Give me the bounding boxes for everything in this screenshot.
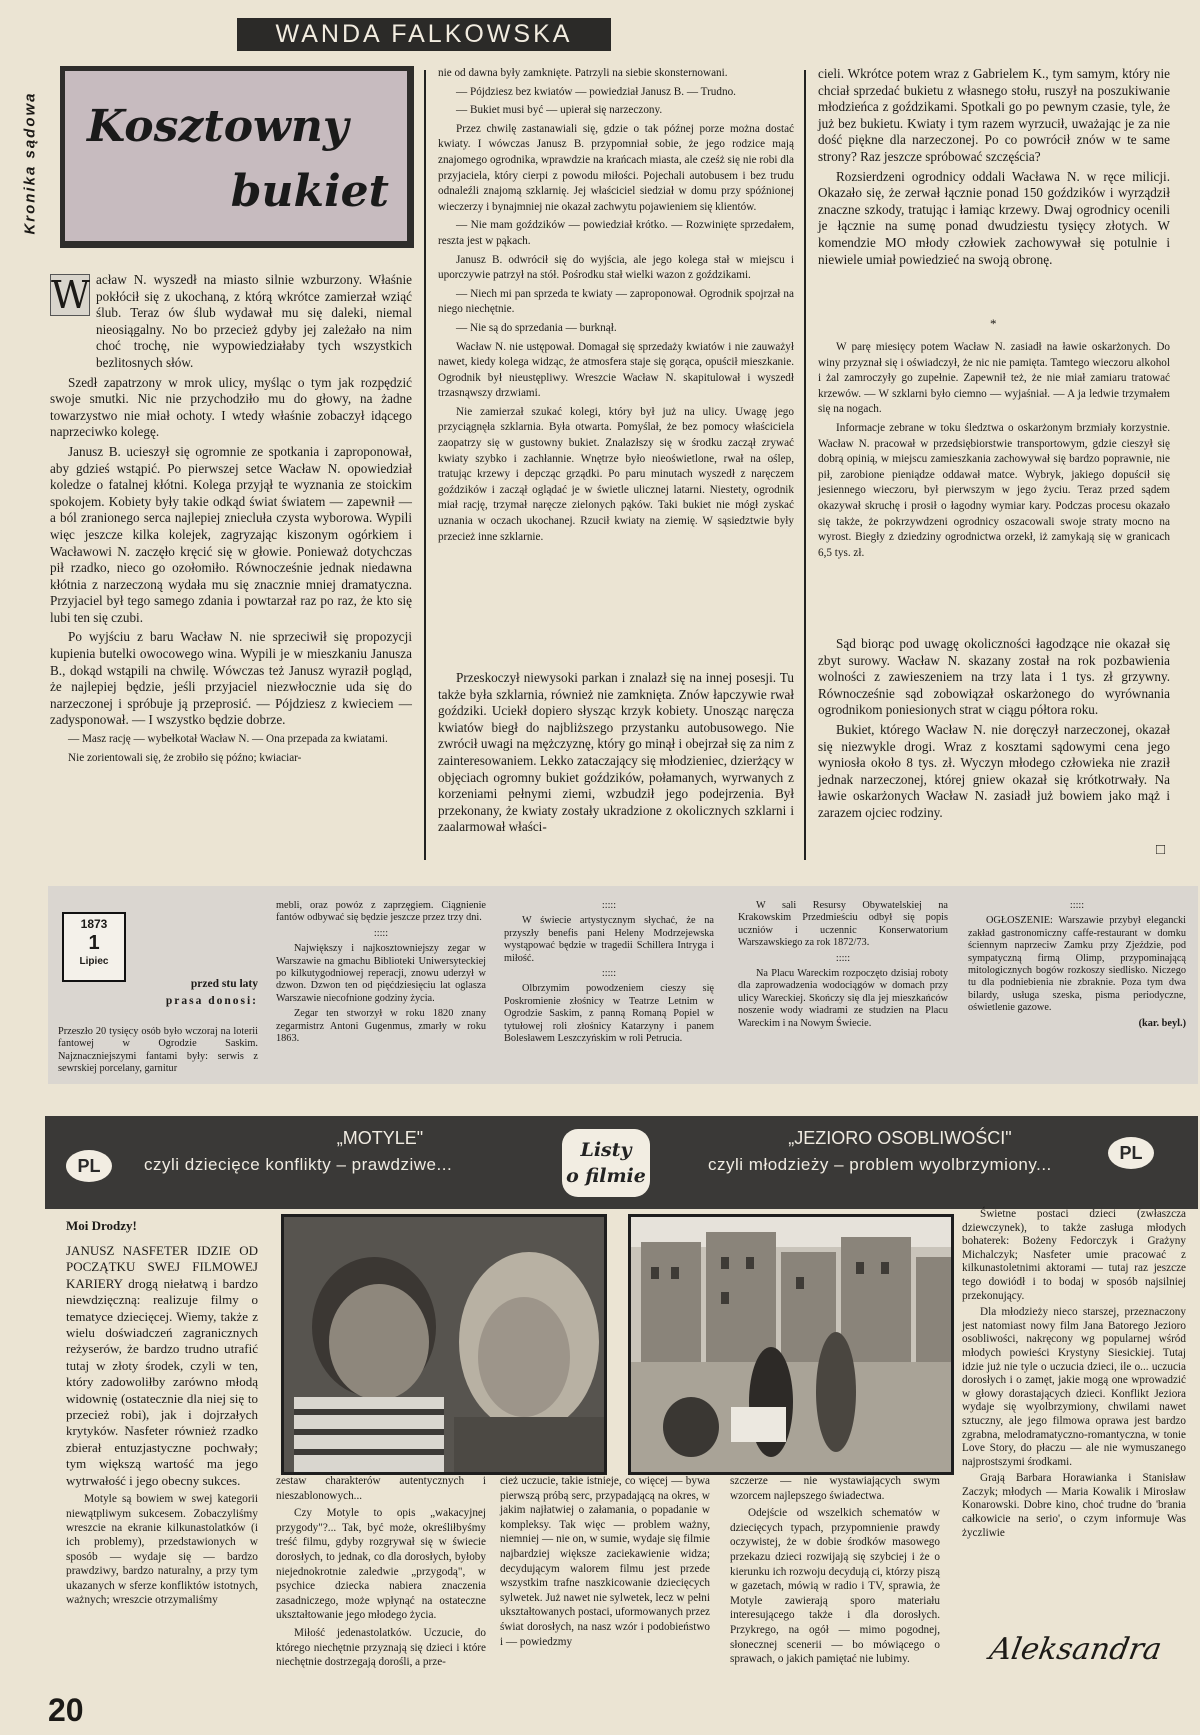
film-subtitle-left: czyli dziecięce konflikty – prawdziwe... — [144, 1155, 453, 1174]
article-paragraph: Nie zamierzał szukać kolegi, który był już na ulicy. Uwagę jego przyciągnęła szklarnia. Była otwarta. Pomyślał, że bez pomocy właściciela zaopatrzy się w gustowny bukiet. Znalazłszy się w środku zaczął zrywać kwiaty szybko i zachłannie. Wnętrze było nieoświetlone, rwał na oślep, tratując krzewy i depcząc grządki. Po paru minutach wyszedł z naręczem goździków i zaczął oglądać je w świetle ulicznej latarni. Niestety, ogrodnik miał rację, trzymał naręcze zielonych pąków. Taki bukiet nie mógł zyskać uznania w oczach ukochanej. Rzucił kwiaty na ziemię. W sąsiedztwie były przecież inne szklarnie. — [438, 405, 794, 543]
chronicle-column-3: ::::: W świecie artystycznym słychać, że na przyszły benefis pani Heleny Modrzejewska wystąpować będzie w tragedii Schillera Intryga i miłość. ::::: Olbrzymim powodzeniem cieszy się Poskromienie złośnicy w Teatrze Letnim w Ogrodzie Saskim, z panną Romaną Popiel w tytułowej roli złośnicy Katarzyny i panem Bolesławem Leszczyńskim w roli Petrucia. — [504, 900, 714, 1045]
article-paragraph: nie od dawna były zamknięte. Patrzyli na siebie skonsternowani. — [438, 67, 728, 79]
article-paragraph: — Nie mam goździków — powiedział krótko. — Rozwinięte sprzedałem, reszta jest w pąkach. — [438, 219, 794, 247]
film-title-right: „JEZIORO OSOBLIWOŚCI" — [788, 1128, 1012, 1148]
column-rule — [804, 70, 806, 860]
letters-column-4: szczerze — nie wystawiających swym wzorcem najlepszego świadectwa. Odejście od wszelkich schematów w dziecięcych typach, przypomnienie prawdy oczywistej, że w dobie środków masowego przekazu dzieci rozwijają się szybciej i że o kierunku ich rozwoju decydują ci, którzy piszą w gazetach, mówią w radio i TV, sprawia, że Motyle zawierają sporo materiału interesującego także i dla dorosłych. Przykrego, na ogół — mimo pogodnej, słonecznej scenerii — bo mówiącego o sprawach, o jakich pamiętać nie lubimy. — [730, 1475, 940, 1666]
article-paragraph: Przeskoczył niewysoki parkan i znalazł się na innej posesji. Tu także była szklarnia, również nie zamknięta. Znów łapczywie rwał goździki. Uciekł dopiero słysząc krzyk kobiety. Unosząc naręcza kwiatów biegł do najbliższego przystanku autobusowego. Nie zwrócił uwagi na mężczyznę, który go minął i obejrzał się za nim z zainteresowaniem. Lekko zataczający się młodzieniec, dzierżący w objęciach ogromny bukiet goździków, połamanych, wyrwanych z korzeniami pełnymi ziemi, wzbudził jego podejrzenia. Był przekonany, że kwiaty zostały ukradzione z okolicznych szklarni i zaalarmował właści- — [438, 670, 794, 835]
date-day: 1 — [88, 932, 100, 954]
article-column-2 — [438, 66, 794, 548]
letters-column-1: JANUSZ NASFETER IDZIE OD POCZĄTKU SWEJ FILMOWEJ KARIERY drogą niełatwą i bardzo niewdzięczną: realizuje filmy o tematyce dziecięcej. Wiemy, także z wielu doświadczeń zagranicznych reżyserów, że bardzo trudno utrafić tutaj w złoty środek, czyli w ten, który zadowoliłby zarówno młodą widownię (ostatecznie dla niej się to przecież robi), jak i dojrzałych krytyków. Nasfeter również rzadko zbierał entuzjastyczne pochwały; tym większą wartość ma jego wytrwałość i jego obecny sukces. Motyle są bowiem w swej kategorii niewątpliwym sukcesem. Zobaczyliśmy wreszcie na ekranie kilkunastolatków (i ich problemy), przedstawionych w sposób — wydaje się — bardzo prawdziwy, bardzo naturalny, a przy tym ukazanych w sferze konfliktów istotnych, ważnych; wreszcie otrzymaliśmy — [66, 1243, 258, 1606]
article-paragraph: Bukiet, którego Wacław N. nie doręczył narzeczonej, okazał się niezwykle drogi. Wraz z kosztami sądowymi cena jego wyniosła około 8 tys. zł. Wyczyn młodego człowieka nie zraził jednak narzeczonej, której gniew okazał się krótkotrwały. Na ławie oskarżonych Wacław N. zasiadł już bowiem jako mąż i zarazem ojciec rodziny. — [818, 721, 1170, 820]
article-paragraph: Po wyjściu z baru Wacław N. nie sprzeciwił się propozycji kupienia butelki owocowego wina. Wypili je w mieszkaniu Janusza B., dokąd wstąpili na chwilę. Wówczas też Janusz wyraził pogląd, że najlepiej będzie, jeśli przyjaciel niezwłocznie uda się do narzeczonej i spróbuje ją przeprosić. — Pójdziesz z kwieciem — zadysponował. — I wszystko będzie dobrze. — [50, 629, 412, 728]
letters-column-5: Świetne postaci dzieci (zwłaszcza dziewczynek), to także zasługa młodych bohaterek: Bożeny Fedorczyk i Grażyny Michalczyk; Nasfeter umie pracować z kilkunastoletnimi aktorami — tutaj raz jeszcze tego dowiódł i to bodaj w sposób najsilniej przekonujący. Dla młodzieży nieco starszej, przeznaczony jest natomiast nowy film Jana Batorego Jezioro osobliwości, nakręcony wg popularnej wśród młodych powieści Krystyny Siesickiej. Tutaj idzie już nie tyle o uczucia dzieci, ile o... uczucia dorosłych i o zamęt, jakie mogą one wprowadzić w głowy dorastających dzieci. Konflikt Jeziora wydaje się wyolbrzymiony, chwilami nawet sztuczny, ale jego filmowa oprawa jest bardzo zgrabna, melodramatyczno-romantyczna, w tonie Love Story, do płaczu — ale nie wymuszanego najprostszymi środkami. Grają Barbara Horawianka i Stanisław Zaczyk; młodych — Maria Kowalik i Mirosław Konarowski. Dobre kino, choć trudne do 'brania całkowicie na serio', o czym informuje Was życzliwie — [962, 1208, 1186, 1539]
date-box — [62, 912, 126, 982]
article-paragraph: Informacje zebrane w toku śledztwa o oskarżonym brzmiały korzystnie. Wacław N. pracował w przedsiębiorstwie transportowym, gdzie cieszył się dobrą opinią, w miejscu zamieszkania zachowywał się bardzo poprawnie, nie pił, zarobione pieniądze oddawał matce. Wybryk, jakiego dopuścił się jesiennego wieczoru, był pierwszym w jego życiu. Teraz przed sądem okazywał skruchę i prosił o łagodny wymiar kary. Podczas procesu okazało się także, że pokrzywdzeni ogrodnicy oszacowali swoje straty mocno na wyrost. Biegły z dziedziny ogrodnictwa orzekł, iż zamykają się w granicach 6,5 tys. zł. — [818, 421, 1170, 559]
author-name: WANDA FALKOWSKA — [237, 18, 611, 51]
dropcap: W — [51, 273, 91, 317]
article-paragraph: Szedł zapatrzony w mrok ulicy, myśląc o tym jak rozpędzić swoje smutki. Nic nie przychodziło mu do głowy, na żadne towarzystwo nie miał ochoty. I wtedy właśnie zobaczył idącego naprzeciwko kolegę. — [50, 374, 412, 440]
section-badge: Listy o filmie — [562, 1129, 650, 1197]
article-paragraph: cieli. Wkrótce potem wraz z Gabrielem K., tym samym, który nie chciał sprzedać bukietu z własnego stołu, ruszył na poszukiwanie młodzieńca z goździkami. Spotkali go po pewnym czasie, tyle, że już bez bukietu. Kwiaty i tym razem wyrzucił, uważając je za nie dość piękne dla narzeczonej. Po co powrócił znów w te same strony? Raz jeszcze spróbować szczęścia? — [818, 66, 1170, 164]
date-month: Lipiec — [79, 956, 109, 967]
letters-column-3: cież uczucie, takie istnieje, co więcej — bywa pierwszą próbą serc, przypadającą na okres, w jakim najłatwiej o załamania, o popadanie w kompleksy. Tak więc — problem ważny, niemniej — nie on, w sumie, wydaje się filmie najbardziej większe zaciekawienie widza; decydującym walorem filmu jest przede wszystkim trafne naszkicowanie dziecięcych sylwetek. Już nawet nie sylwetek, lecz w pełni ukształtowanych postaci, uformowanych przez świat dorosłych, na nasz wzór i podobieństwo i — powiedzmy — [500, 1475, 711, 1648]
article-column-2b — [438, 670, 794, 839]
article-paragraph: W parę miesięcy potem Wacław N. zasiadł na ławie oskarżonych. Do winy przyznał się i oświadczył, że nic nie pamięta. Tamtego wieczoru alkohol i żal zamroczyły go zupełnie. Zapewnił też, że nie miał zamiaru tratować krzewów. — W szklarni było ciemno — wyjaśniał. — A ja ledwie trzymałem się na nogach. — [818, 341, 1170, 416]
article-title-line2: bukiet — [230, 166, 389, 217]
film-still-image — [631, 1217, 951, 1472]
article-paragraph: Janusz B. odwrócił się do wyjścia, ale jego kolega stał w miejscu i uporczywie patrzył na stół. Pośrodku stał wielki wazon z goździkami. — [438, 253, 794, 282]
letter-greeting: Moi Drodzy! — [66, 1218, 137, 1233]
chronicle-column-5: ::::: OGŁOSZENIE: Warszawie przybył elegancki zakład gastronomiczny caffe-restaurant w domku ściennym naprzeciw Zamku przy Zjeździe, pod sympatyczną firmą Olimp, przypominającą mitologicznych bogów rozkoszy siedlisko. Niczego tu dla podniebienia nie zbraknie. Poza tym dwa bilardy, usługa szeska, pisma periodyczne, oświetlenie gazowe. (kar. beyl.) — [968, 900, 1186, 1029]
letters-column-2: zestaw charakterów autentycznych i nieszablonowych... Czy Motyle to opis „wakacyjnej przygody"?... Tak, być może, określiłbyśmy treść filmu, gdyby rozgrywał się w świecie dorosłych, to jednak, co dla dorosłych, byłoby niejednokrotnie zaledwie „przygodą", w psychice dziecka nabiera znaczenia zasadniczego, może wpłynąć na ostateczne ukształtowanie jego młodego życia. Miłość jedenastolatków. Uczucie, do którego niechętnie przyznają się dzieci i które niechętnie dostrzegają dorośli, a prze- — [276, 1475, 486, 1669]
article-paragraph: acław N. wyszedł na miasto silnie wzburzony. Właśnie pokłócił się z ukochaną, z którą wkrótce zamierzał wziąć ślub. Teraz ów ślub wydawał mu się daleki, niemal nieosiągalny. No bo przecież gdyby jej zależało na nim choć trochę, nie wypowiedziałaby tych wszystkich bezlitosnych słów. — [96, 272, 412, 370]
film-title-left: „MOTYLE" — [336, 1128, 424, 1148]
chronicle-column-2: mebli, oraz powóz z zaprzęgiem. Ciągnienie fantów odbywać się będzie jeszcze przez trzy dni. ::::: Największy i najkosztowniejszy zegar w Warszawie na gmachu Biblioteki Uniwersyteckiej po kilkutygodniowej reperacji, znowu uderzył w dzwon. Dzwon ten od pięćdziesięciu lat oglasza Warszawie niecofnione godziny życia. Zegar ten stworzył w roku 1820 znany zegarmistrz Antoni Gugenmus, zmarły w roku 1863. — [276, 900, 486, 1045]
article-paragraph: — Pójdziesz bez kwiatów — powiedział Janusz B. — Trudno. — [456, 85, 736, 98]
chronicle-column-1: Przeszło 20 tysięcy osób było wczoraj na loterii fantowej w Ogrodzie Saskim. Najznaczniejszymi fantami były: serwis z sewrskiej porcelany, garnitur — [58, 1026, 258, 1075]
chronicle-column-4: W sali Resursy Obywatelskiej na Krakowskim Przedmieściu odbył się popis uczniów i uczennic Konserwatorium Warszawskiego za rok 1872/73. ::::: Na Placu Wareckim rozpoczęto dzisiaj roboty dla zaprowadzenia wodociągów w domach przy ulicy Wareckiej. Skończy się dla jej mieszkańców noszenie wody wiadrami ze studzien na Placu Wareckim i na Nowym Świecie. — [738, 900, 948, 1029]
pl-badge-left: PL — [66, 1150, 112, 1182]
column-rule — [424, 70, 426, 860]
film-still-motyle — [281, 1214, 607, 1475]
signature: Aleksandra — [986, 1632, 1165, 1667]
film-subtitle-right: czyli młodzieży – problem wyolbrzymiony... — [708, 1155, 1052, 1174]
film-still-jezioro — [628, 1214, 954, 1475]
end-mark: □ — [1156, 842, 1166, 858]
article-paragraph: — Niech mi pan sprzeda te kwiaty — zaproponował. Ogrodnik spojrzał na niego niechętnie. — [438, 287, 794, 316]
date-year: 1873 — [80, 917, 108, 931]
article-column-1 — [50, 272, 412, 769]
article-paragraph: Nie zorientowali się, że zrobiło się późno; kwiaciar- — [68, 751, 302, 764]
article-paragraph: Wacław N. nie ustępował. Domagał się sprzedaży kwiatów i nie zauważył nawet, kiedy kolega widząc, że atmosfera staje się gorąca, opuścił mieszkanie. Ogrodnik był nieustępliwy. Wreszcie Wacław N. skapitulował i wyszedł trzasnąwszy drzwiami. — [438, 340, 794, 400]
chronicle-heading: przed stu laty prasa donosi: — [165, 978, 258, 1007]
article-paragraph: Sąd biorąc pod uwagę okoliczności łagodzące nie okazał się zbyt surowy. Wacław N. skazany został na rok pozbawienia wolności z zawieszeniem na trzy lata i 1 tys. zł grzywny. Równocześnie sąd zobowiązał oskarżonego do wyrównania ogrodnikom poniesionych strat w ciągu półtora roku. — [818, 636, 1170, 718]
film-still-image — [284, 1217, 604, 1472]
article-column-3b — [818, 340, 1170, 564]
article-paragraph: Przez chwilę zastanawiali się, gdzie o tak późnej porze można dostać kwiaty. I wówczas Janusz B. przypomniał sobie, że jego rodzice mają znajomego ogrodnika, wprawdzie na krańcach miasta, ale cześż się nie robi dla przyjaciela, który cierpi z powodu miłości. Pojechali autobusem i bez trudu odnaleźli znajomą szklarnię. Jej właściciel siedział w domu przy spóźnionej wieczerzy i bynajmniej nie okazał zachwytu pojawieniem się klientów. — [438, 122, 794, 213]
article-column-3c — [818, 636, 1170, 825]
article-paragraph: — Nie są do sprzedania — burknął. — [456, 321, 617, 334]
section-separator: * — [990, 316, 997, 331]
pl-badge-right: PL — [1108, 1137, 1154, 1169]
article-title-box — [60, 66, 414, 248]
section-label: Kronika sądowa — [21, 91, 39, 235]
article-column-3 — [818, 66, 1170, 271]
article-paragraph: — Masz rację — wybełkotał Wacław N. — Ona przepada za kwiatami. — [68, 733, 388, 746]
article-paragraph: Janusz B. ucieszył się ogromnie ze spotkania i zaproponował, aby gdzieś wstąpić. Po pierwszej setce Wacław N. opowiedział koledze o fatalnej kłótni. Kolega przyjął te wyznania ze stoickim spokojem. Kobiety były takie odkąd świat światem — zapewnił — a ból zranionego serca najlepiej zniecluła czysta wyborowa. Wypili więc jeszcze kilka kolejek, zagryzając kiszonym ogórkiem i Wacławowi N. zaczęło kręcić się w głowie. Ponieważ dotychczas pił rzadko, nieco go ozołomiło. Równocześnie jednak niedawna kłótnia z narzeczoną wydała mu się znacznie mniej dramatyczna. Przyjaciel był tego samego zdania i powtarzał raz po raz, że kto się lubi ten się czubi. — [50, 443, 412, 625]
article-paragraph: — Bukiet musi być — upierał się narzeczony. — [456, 104, 663, 117]
article-paragraph: Rozsierdzeni ogrodnicy oddali Wacława N. w ręce milicji. Okazało się, że zerwał łącznie ponad 150 goździków i wyrządził znaczne szkody, tratując i łamiąc krzewy. Dwaj ogrodnicy ocenili je łącznie na sumę ponad dwudziestu tysięcy złotych. W komendzie MO młody człowiek zachowywał się potulnie i niewiele umiał powiedzieć na swoją obronę. — [818, 168, 1170, 267]
page-number: 20 — [48, 1692, 84, 1728]
article-title-line1: Kosztowny — [87, 101, 349, 152]
